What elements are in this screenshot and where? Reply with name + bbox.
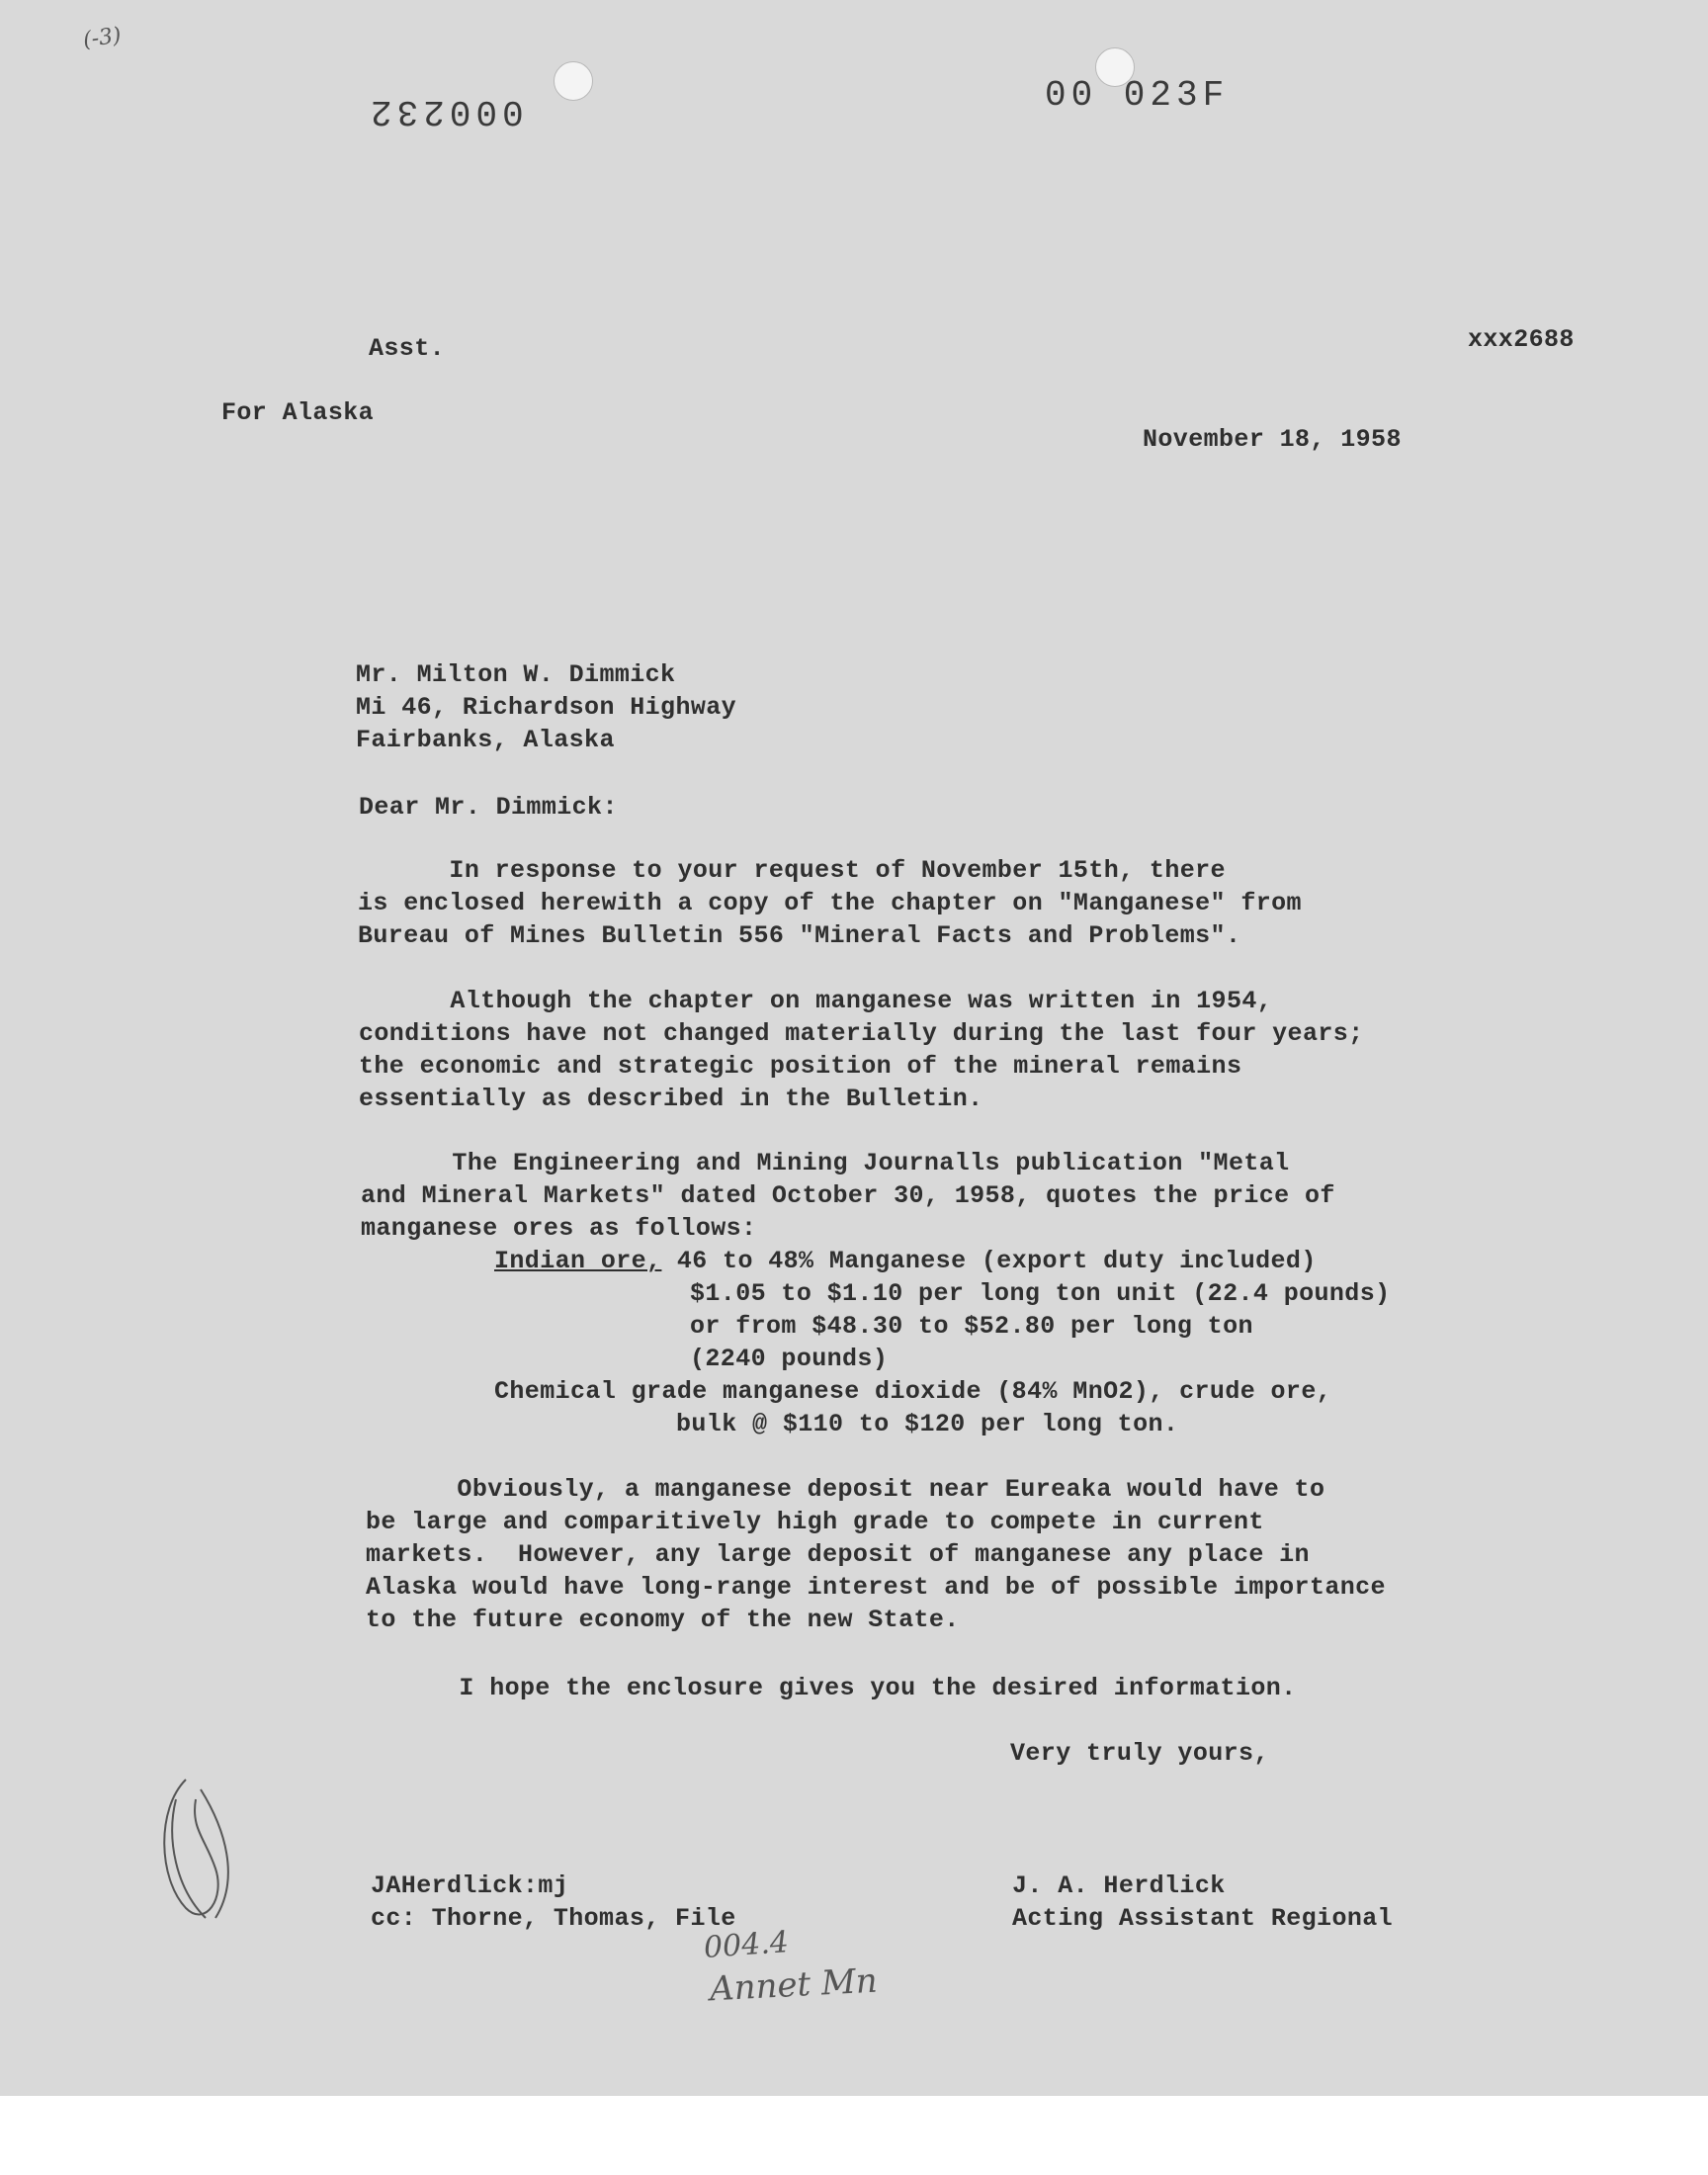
body-line: Bureau of Mines Bulletin 556 "Mineral Facts and Problems". (358, 921, 1241, 950)
recipient-address (356, 658, 736, 756)
body-line: Alaska would have long-range interest and be of possible importance (366, 1573, 1386, 1602)
indian-ore-ton-weight: (2240 pounds) (690, 1345, 889, 1373)
paragraph-5: I hope the enclosure gives you the desired information. (368, 1674, 1297, 1702)
corner-handwritten-mark: (-3) (81, 23, 124, 53)
signer-title: Acting Assistant Regional (1012, 1904, 1394, 1933)
body-line: conditions have not changed materially during the last four years; (359, 1019, 1364, 1048)
body-line: is enclosed herewith a copy of the chapter on "Manganese" from (358, 889, 1302, 917)
handwritten-file-code: 004.4 (702, 1925, 791, 1965)
handwritten-subject-note: Annet Mn (709, 1960, 879, 2010)
address-line: Mi 46, Richardson Highway (356, 693, 737, 722)
body-line: manganese ores as follows: (361, 1214, 757, 1243)
body-line: Although the chapter on manganese was written in 1954, (359, 987, 1273, 1015)
paragraph-4 (366, 1473, 1386, 1636)
closing: Very truly yours, (1010, 1739, 1269, 1768)
body-line: be large and comparitively high grade to compete in current (366, 1508, 1264, 1536)
body-line: essentially as described in the Bulletin. (359, 1085, 983, 1113)
asst-label: Asst. (369, 334, 446, 363)
punch-hole-left (554, 61, 593, 101)
indian-ore-line (494, 1245, 1317, 1277)
chemical-grade-price: bulk @ $110 to $120 per long ton. (676, 1410, 1179, 1438)
body-line: markets. However, any large deposit of manganese any place in (366, 1540, 1310, 1569)
body-line: The Engineering and Mining Journalls publication "Metal (361, 1149, 1290, 1177)
carbon-copy-list: cc: Thorne, Thomas, File (371, 1904, 736, 1933)
paragraph-2 (359, 985, 1364, 1115)
paragraph-1 (358, 854, 1302, 952)
file-reference: xxx2688 (1468, 325, 1575, 354)
indian-ore-grade: 46 to 48% Manganese (export duty included) (661, 1247, 1317, 1275)
body-line: the economic and strategic position of the mineral remains (359, 1052, 1242, 1081)
letter-date: November 18, 1958 (1143, 425, 1402, 454)
salutation: Dear Mr. Dimmick: (359, 793, 618, 822)
body-line: and Mineral Markets" dated October 30, 1958, quotes the price of (361, 1181, 1335, 1210)
address-line: Fairbanks, Alaska (356, 726, 615, 754)
typist-initials: JAHerdlick:mj (371, 1871, 569, 1900)
for-alaska-label: For Alaska (221, 398, 375, 427)
stamp-number-left: 000232 (366, 91, 524, 131)
body-line: In response to your request of November 15th, there (358, 856, 1226, 885)
indian-ore-unit-price: $1.05 to $1.10 per long ton unit (22.4 pounds) (690, 1279, 1391, 1308)
body-line: to the future economy of the new State. (366, 1606, 960, 1634)
body-line: Obviously, a manganese deposit near Eureaka would have to (366, 1475, 1325, 1504)
paragraph-3 (361, 1147, 1335, 1245)
indian-ore-label: Indian ore, (494, 1247, 662, 1275)
stamp-number-right: 00 023F (1045, 75, 1230, 116)
handwritten-initial-mark (146, 1770, 255, 1928)
address-line: Mr. Milton W. Dimmick (356, 660, 676, 689)
signer-name: J. A. Herdlick (1012, 1871, 1226, 1900)
chemical-grade-line: Chemical grade manganese dioxide (84% MnO2), crude ore, (494, 1377, 1332, 1406)
indian-ore-ton-price: or from $48.30 to $52.80 per long ton (690, 1312, 1253, 1341)
